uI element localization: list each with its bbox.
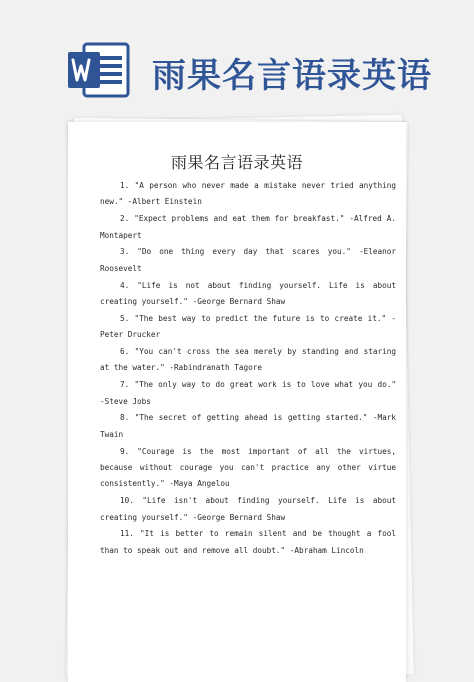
- quote-item: 10. "Life isn't about finding yourself. Life is about creating yourself." -George Bernard Shaw: [100, 496, 396, 522]
- quote-item: 1. "A person who never made a mistake never tried anything new." -Albert Einstein: [100, 181, 396, 207]
- document-title: 雨果名言语录英语: [170, 153, 303, 172]
- quote-item: 5. "The best way to predict the future is to create it." -Peter Drucker: [100, 313, 396, 340]
- quote-item: 9. "Courage is the most important of all the virtues, because without courage you can't practice any other virtue consistently." -Maya Angelou: [100, 446, 396, 489]
- quote-item: 7. "The only way to do great work is to love what you do." -Steve Jobs: [100, 380, 396, 406]
- quote-list: [100, 178, 396, 560]
- word-document-icon: [66, 42, 130, 98]
- quote-item: 11. "It is better to remain silent and be thought a fool than to speak out and remove all doubt." -Abraham Lincoln: [100, 529, 396, 555]
- quote-item: 6. "You can't cross the sea merely by standing and staring at the water." -Rabindranath Tagore: [100, 347, 396, 373]
- banner: [0, 0, 474, 118]
- document-page: [68, 122, 406, 682]
- banner-title: 雨果名言语录英语: [152, 56, 432, 96]
- quote-item: 3. "Do one thing every day that scares you." -Eleanor Roosevelt: [100, 247, 396, 273]
- quote-item: 8. "The secret of getting ahead is getting started." -Mark Twain: [100, 413, 396, 439]
- quote-item: 4. "Life is not about finding yourself. Life is about creating yourself." -George Bernard Shaw: [100, 280, 396, 307]
- quote-item: 2. "Expect problems and eat them for breakfast." -Alfred A. Montapert: [100, 214, 396, 240]
